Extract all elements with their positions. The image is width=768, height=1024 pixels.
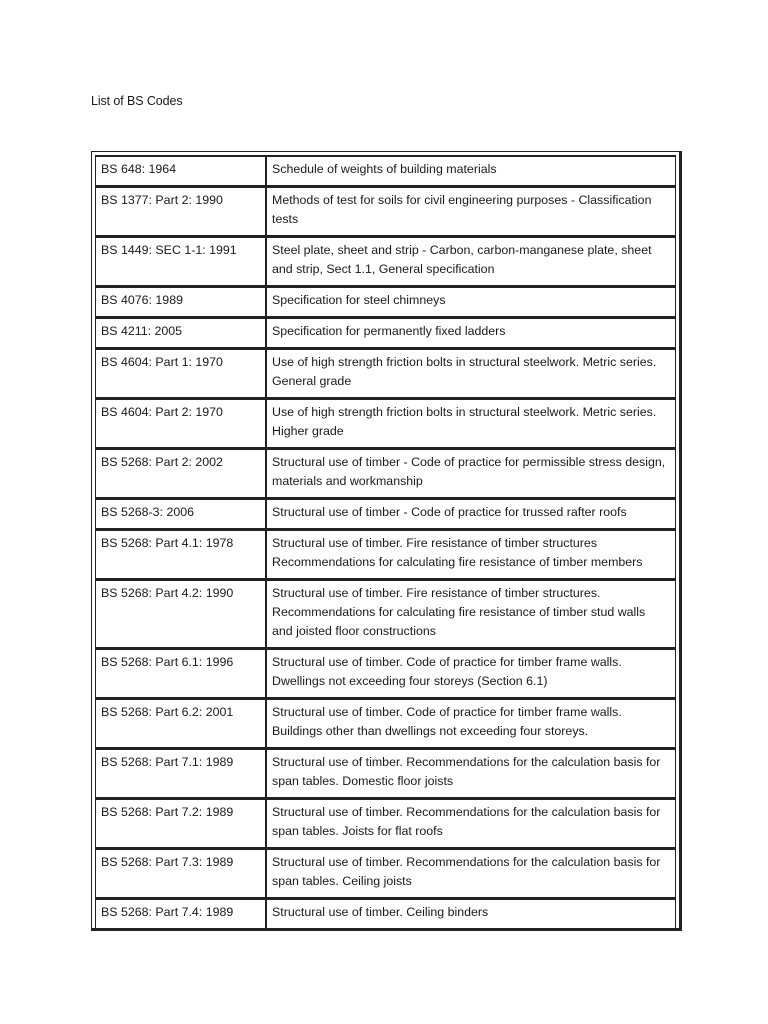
description-cell: Schedule of weights of building materials xyxy=(267,155,676,186)
code-cell: BS 4604: Part 2: 1970 xyxy=(95,398,267,448)
code-cell: BS 5268: Part 7.4: 1989 xyxy=(95,898,267,929)
description-cell: Structural use of timber. Ceiling binders xyxy=(267,898,676,929)
description-cell: Structural use of timber. Recommendations for the calculation basis for span tables. Joists for flat roofs xyxy=(267,798,676,848)
table-row xyxy=(95,498,676,529)
table-row xyxy=(95,898,676,929)
bs-codes-table-frame xyxy=(91,151,682,931)
description-cell: Steel plate, sheet and strip - Carbon, carbon-manganese plate, sheet and strip, Sect 1.1, General specification xyxy=(267,236,676,286)
bs-codes-table-body xyxy=(95,155,676,929)
table-row xyxy=(95,748,676,798)
page-title: List of BS Codes xyxy=(91,94,183,108)
code-cell: BS 5268: Part 6.1: 1996 xyxy=(95,648,267,698)
code-cell: BS 5268: Part 7.1: 1989 xyxy=(95,748,267,798)
table-row xyxy=(95,529,676,579)
code-cell: BS 4211: 2005 xyxy=(95,317,267,348)
description-cell: Structural use of timber - Code of practice for trussed rafter roofs xyxy=(267,498,676,529)
description-cell: Use of high strength friction bolts in structural steelwork. Metric series. Higher grade xyxy=(267,398,676,448)
table-row xyxy=(95,448,676,498)
description-cell: Specification for permanently fixed ladders xyxy=(267,317,676,348)
table-row xyxy=(95,348,676,398)
code-cell: BS 1449: SEC 1-1: 1991 xyxy=(95,236,267,286)
description-cell: Structural use of timber. Recommendations for the calculation basis for span tables. Ceiling joists xyxy=(267,848,676,898)
bs-codes-table xyxy=(95,155,676,929)
code-cell: BS 648: 1964 xyxy=(95,155,267,186)
code-cell: BS 5268: Part 6.2: 2001 xyxy=(95,698,267,748)
code-cell: BS 5268: Part 2: 2002 xyxy=(95,448,267,498)
description-cell: Specification for steel chimneys xyxy=(267,286,676,317)
code-cell: BS 5268: Part 7.2: 1989 xyxy=(95,798,267,848)
table-row xyxy=(95,848,676,898)
code-cell: BS 5268: Part 7.3: 1989 xyxy=(95,848,267,898)
description-cell: Methods of test for soils for civil engineering purposes - Classification tests xyxy=(267,186,676,236)
table-row xyxy=(95,698,676,748)
table-row xyxy=(95,579,676,648)
description-cell: Structural use of timber. Fire resistance of timber structures Recommendations for calculating fire resistance of timber members xyxy=(267,529,676,579)
table-row xyxy=(95,186,676,236)
table-row xyxy=(95,398,676,448)
table-row xyxy=(95,798,676,848)
code-cell: BS 5268: Part 4.1: 1978 xyxy=(95,529,267,579)
table-row xyxy=(95,236,676,286)
code-cell: BS 5268-3: 2006 xyxy=(95,498,267,529)
code-cell: BS 5268: Part 4.2: 1990 xyxy=(95,579,267,648)
description-cell: Structural use of timber. Recommendations for the calculation basis for span tables. Domestic floor joists xyxy=(267,748,676,798)
code-cell: BS 4076: 1989 xyxy=(95,286,267,317)
description-cell: Structural use of timber. Code of practice for timber frame walls. Dwellings not exceeding four storeys (Section 6.1) xyxy=(267,648,676,698)
description-cell: Structural use of timber. Code of practice for timber frame walls. Buildings other than dwellings not exceeding four storeys. xyxy=(267,698,676,748)
description-cell: Structural use of timber. Fire resistance of timber structures. Recommendations for calculating fire resistance of timber stud walls and joisted floor constructions xyxy=(267,579,676,648)
table-row xyxy=(95,317,676,348)
description-cell: Structural use of timber - Code of practice for permissible stress design, materials and workmanship xyxy=(267,448,676,498)
code-cell: BS 1377: Part 2: 1990 xyxy=(95,186,267,236)
code-cell: BS 4604: Part 1: 1970 xyxy=(95,348,267,398)
table-row xyxy=(95,286,676,317)
description-cell: Use of high strength friction bolts in structural steelwork. Metric series. General grade xyxy=(267,348,676,398)
table-row xyxy=(95,648,676,698)
table-row xyxy=(95,155,676,186)
